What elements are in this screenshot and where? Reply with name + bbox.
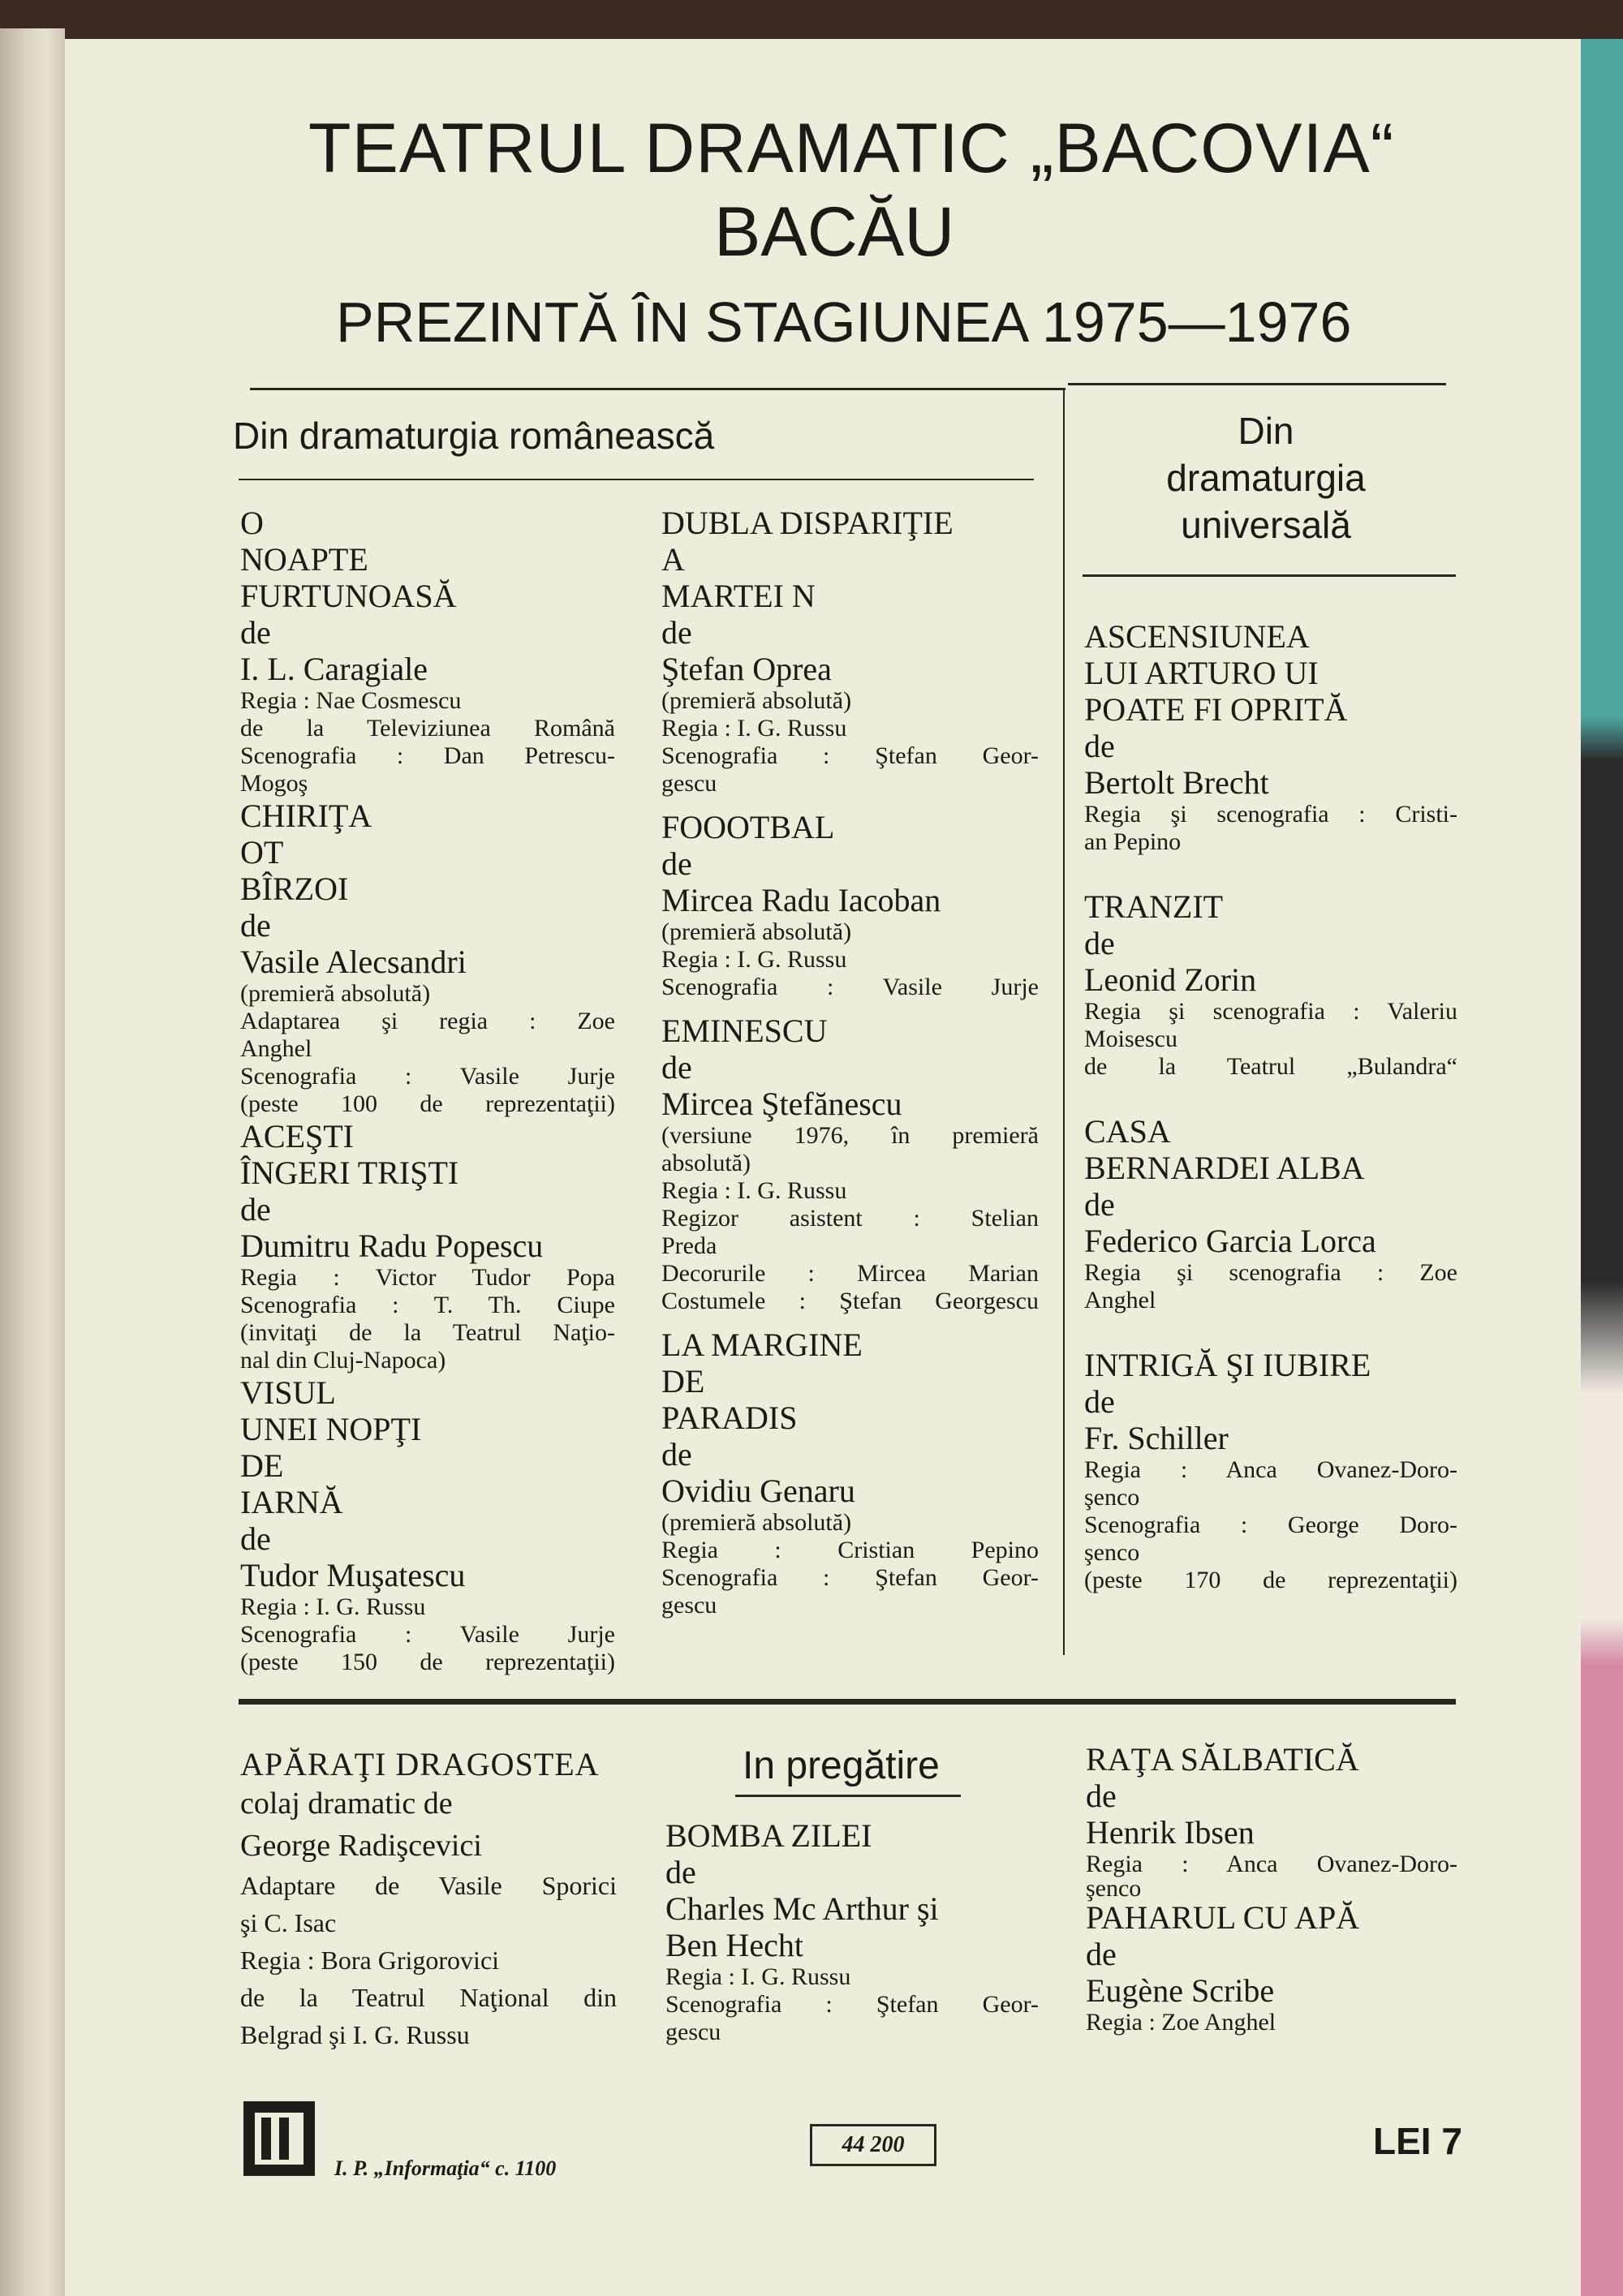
entry-spacer	[1084, 856, 1457, 888]
credit-line: Regizor asistent : Stelian	[661, 1205, 1039, 1232]
play-author: Bertolt Brecht	[1084, 764, 1269, 801]
credit-line: Regia : Anca Ovanez-Doro-	[1086, 1851, 1457, 1877]
entry-spacer	[661, 1001, 1039, 1013]
printer-logo	[243, 2101, 315, 2176]
book-binding	[0, 28, 65, 2296]
printer-logo-mark	[261, 2118, 271, 2160]
entry-spacer	[1084, 1314, 1457, 1347]
play-de: de	[240, 1520, 271, 1557]
play-de: de	[240, 1191, 271, 1228]
credit-line: Scenografia : Ştefan Geor-	[661, 742, 1039, 769]
play-de: de	[240, 614, 271, 651]
play-author: I. L. Caragiale	[240, 651, 428, 687]
printer-imprint: I. P. „Informaţia“ c. 1100	[334, 2156, 557, 2180]
credit-line: Scenografia : Vasile Jurje	[240, 1621, 615, 1648]
rule-bottom-thick	[239, 1699, 1456, 1705]
bottom-left-block	[240, 1746, 617, 2053]
universal-heading-line: dramaturgia	[1166, 457, 1366, 499]
play-entry	[1084, 888, 1457, 1113]
rule-universal	[1083, 574, 1456, 577]
credit-line: Belgrad şi I. G. Russu	[240, 2020, 470, 2049]
play-title: IARNĂ	[240, 1484, 343, 1520]
credit-line: Scenografia : T. Th. Ciupe	[240, 1292, 615, 1318]
play-de: de	[1086, 1936, 1117, 1972]
play-title: CASA	[1084, 1113, 1171, 1150]
play-title: FOOOTBAL	[661, 809, 835, 845]
credit-line: Anghel	[1084, 1287, 1156, 1314]
credit-line: Regia şi scenografia : Zoe	[1084, 1259, 1457, 1286]
play-title: NOAPTE	[240, 541, 368, 578]
play-entry	[240, 1374, 615, 1676]
bottom-middle-block	[665, 1817, 1039, 2046]
play-title: ASCENSIUNEA	[1084, 618, 1310, 655]
play-author: Leonid Zorin	[1084, 961, 1257, 998]
play-entry	[661, 809, 1039, 1013]
play-title: DUBLA DISPARIŢIE	[661, 505, 954, 541]
credit-line: Regia : Nae Cosmescu	[240, 687, 462, 714]
credit-line: Regia şi scenografia : Valeriu	[1084, 998, 1457, 1025]
price: LEI 7	[1373, 2120, 1462, 2162]
credit-line: (peste 100 de reprezentaţii)	[240, 1090, 615, 1117]
play-de: de	[1084, 1186, 1115, 1223]
play-entry	[1084, 1347, 1457, 1594]
play-title: OT	[240, 834, 284, 871]
credit-line: Mogoş	[240, 770, 308, 797]
play-de: de	[240, 907, 271, 944]
entry-spacer	[661, 798, 1039, 809]
credit-line: Regia : Cristian Pepino	[661, 1537, 1039, 1563]
credit-line: Regia : I. G. Russu	[240, 1593, 426, 1620]
theatre-name: TEATRUL DRAMATIC „BACOVIA“	[308, 110, 1395, 187]
credit-line: Regia : Victor Tudor Popa	[240, 1264, 615, 1291]
credit-line: Adaptare de Vasile Sporici	[240, 1871, 617, 1900]
credit-line: Scenografia : Vasile Jurje	[240, 1063, 615, 1090]
play-subtitle: colaj dramatic de	[240, 1786, 453, 1821]
credit-line: Regia şi scenografia : Cristi-	[1084, 801, 1457, 828]
play-author: Charles Mc Arthur şi	[665, 1890, 939, 1927]
credit-line: (premieră absolută)	[661, 1509, 852, 1536]
credit-line: Regia : I. G. Russu	[665, 1963, 851, 1990]
vertical-divider	[1063, 388, 1065, 1655]
credit-line: Regia : Anca Ovanez-Doro-	[1084, 1456, 1457, 1483]
play-author: Mircea Radu Iacoban	[661, 882, 941, 918]
play-author: Dumitru Radu Popescu	[240, 1228, 544, 1264]
credit-line: Decorurile : Mircea Marian	[661, 1260, 1039, 1287]
credit-line: Moisescu	[1084, 1025, 1177, 1052]
play-author: Ben Hecht	[665, 1927, 803, 1963]
play-title: LA MARGINE	[661, 1326, 863, 1363]
rule-under-heading	[239, 479, 1034, 480]
play-title: EMINESCU	[661, 1013, 828, 1049]
publication-code: 44 200	[810, 2124, 936, 2166]
play-entry	[240, 1118, 615, 1374]
play-de: de	[661, 845, 692, 882]
credit-line: (versiune 1976, în premieră	[661, 1122, 1039, 1149]
romanian-heading: Din dramaturgia românească	[233, 415, 715, 457]
play-title: BÎRZOI	[240, 871, 349, 907]
credit-line: (premieră absolută)	[240, 980, 431, 1007]
play-title: ÎNGERI TRIŞTI	[240, 1154, 459, 1191]
play-de: de	[665, 1854, 696, 1890]
play-title: CHIRIŢA	[240, 798, 372, 834]
rule-top-left	[250, 388, 1065, 390]
universal-column	[1084, 618, 1457, 1594]
credit-line: gescu	[665, 2019, 721, 2045]
play-title: LUI ARTURO UI	[1084, 655, 1319, 691]
play-author: Henrik Ibsen	[1086, 1814, 1255, 1851]
play-de: de	[661, 1049, 692, 1086]
play-author: Federico Garcia Lorca	[1084, 1223, 1376, 1259]
credit-line: gescu	[661, 770, 717, 797]
credit-line: Scenografia : Vasile Jurje	[661, 974, 1039, 1000]
play-entry	[240, 798, 615, 1118]
play-de: de	[1086, 1778, 1117, 1814]
play-entry	[1084, 618, 1457, 888]
romanian-column-2	[661, 505, 1039, 1619]
credit-line: de la Televiziunea Română	[240, 715, 615, 742]
credit-line: Regia : Bora Grigorovici	[240, 1946, 500, 1975]
credit-line: Adaptarea şi regia : Zoe	[240, 1008, 615, 1034]
credit-line: Scenografia : Dan Petrescu-	[240, 742, 615, 769]
credit-line: Anghel	[240, 1035, 312, 1062]
romanian-column-1	[240, 505, 615, 1676]
play-title: PARADIS	[661, 1400, 798, 1436]
play-de: de	[661, 1436, 692, 1473]
play-title: BERNARDEI ALBA	[1084, 1150, 1365, 1186]
credit-line: (premieră absolută)	[661, 918, 852, 945]
play-author: Ştefan Oprea	[661, 651, 832, 687]
universal-heading	[1079, 407, 1453, 548]
credit-line: şenco	[1084, 1484, 1140, 1511]
play-title: A	[661, 541, 685, 578]
rule-top-right	[1068, 383, 1446, 385]
play-title: MARTEI N	[661, 578, 816, 614]
universal-heading-line: Din	[1238, 410, 1294, 452]
season-title: PREZINTĂ ÎN STAGIUNEA 1975—1976	[336, 290, 1352, 354]
entry-spacer	[661, 1315, 1039, 1326]
credit-line: gescu	[661, 1592, 717, 1619]
play-title: DE	[661, 1363, 705, 1400]
credit-line: (invitaţi de la Teatrul Naţio-	[240, 1319, 615, 1346]
play-author: Eugène Scribe	[1086, 1972, 1275, 2009]
universal-heading-line: universală	[1181, 504, 1351, 546]
credit-line: (peste 150 de reprezentaţii)	[240, 1649, 615, 1675]
credit-line: nal din Cluj-Napoca)	[240, 1347, 446, 1374]
play-de: de	[1084, 1383, 1115, 1420]
play-entry	[661, 505, 1039, 809]
credit-line: Scenografia : George Doro-	[1084, 1511, 1457, 1538]
play-title: APĂRAŢI DRAGOSTEA	[240, 1746, 600, 1782]
play-de: de	[661, 614, 692, 651]
credit-line: Preda	[661, 1232, 717, 1259]
entry-spacer	[1084, 1081, 1457, 1113]
play-title: INTRIGĂ ŞI IUBIRE	[1084, 1347, 1371, 1383]
credit-line: absolută)	[661, 1150, 751, 1176]
bottom-right-block	[1086, 1741, 1457, 2036]
play-title: DE	[240, 1447, 284, 1484]
play-author: Ovidiu Genaru	[661, 1473, 855, 1509]
credit-line: Regia : Zoe Anghel	[1086, 2009, 1276, 2036]
play-author: Mircea Ştefănescu	[661, 1086, 902, 1122]
city-name: BACĂU	[714, 193, 955, 271]
credit-line: Regia : I. G. Russu	[661, 946, 847, 973]
play-author: Tudor Muşatescu	[240, 1557, 466, 1593]
next-pages-edge	[1581, 39, 1623, 2296]
play-title: POATE FI OPRITĂ	[1084, 691, 1348, 728]
play-de: de	[1084, 925, 1115, 961]
credit-line: (peste 170 de reprezentaţii)	[1084, 1567, 1457, 1593]
credit-line: şenco	[1084, 1539, 1140, 1566]
printer-logo-mark	[279, 2118, 289, 2160]
rule-in-preparation	[735, 1795, 961, 1797]
play-title: UNEI NOPŢI	[240, 1411, 422, 1447]
credit-line: an Pepino	[1084, 828, 1182, 855]
play-entry	[240, 505, 615, 798]
credit-line: Scenografia : Ştefan Geor-	[661, 1564, 1039, 1591]
play-author: Fr. Schiller	[1084, 1420, 1229, 1456]
credit-line: şenco	[1086, 1875, 1142, 1902]
play-title: O	[240, 505, 264, 541]
credit-line: Regia : I. G. Russu	[661, 1177, 847, 1204]
play-title: TRANZIT	[1084, 888, 1224, 925]
credit-line: (premieră absolută)	[661, 687, 852, 714]
play-title: PAHARUL CU APĂ	[1086, 1899, 1360, 1936]
credit-line: Scenografia : Ştefan Geor-	[665, 1991, 1039, 2018]
credit-line: de la Teatrul „Bulandra“	[1084, 1053, 1457, 1080]
in-preparation-heading: In pregătire	[743, 1744, 940, 1787]
play-title: BOMBA ZILEI	[665, 1817, 872, 1854]
play-de: de	[1084, 728, 1115, 764]
credit-line: Costumele : Ştefan Georgescu	[661, 1288, 1039, 1314]
credit-line: de la Teatrul Naţional din	[240, 1983, 617, 2012]
play-author: George Radişcevici	[240, 1829, 482, 1863]
play-entry	[661, 1326, 1039, 1619]
play-title: RAŢA SĂLBATICĂ	[1086, 1741, 1359, 1778]
play-title: VISUL	[240, 1374, 336, 1411]
play-title: FURTUNOASĂ	[240, 578, 457, 614]
play-author: Vasile Alecsandri	[240, 944, 467, 980]
credit-line: Regia : I. G. Russu	[661, 715, 847, 742]
play-title: ACEŞTI	[240, 1118, 354, 1154]
play-entry	[1084, 1113, 1457, 1347]
credit-line: şi C. Isac	[240, 1908, 337, 1937]
play-entry	[661, 1013, 1039, 1326]
